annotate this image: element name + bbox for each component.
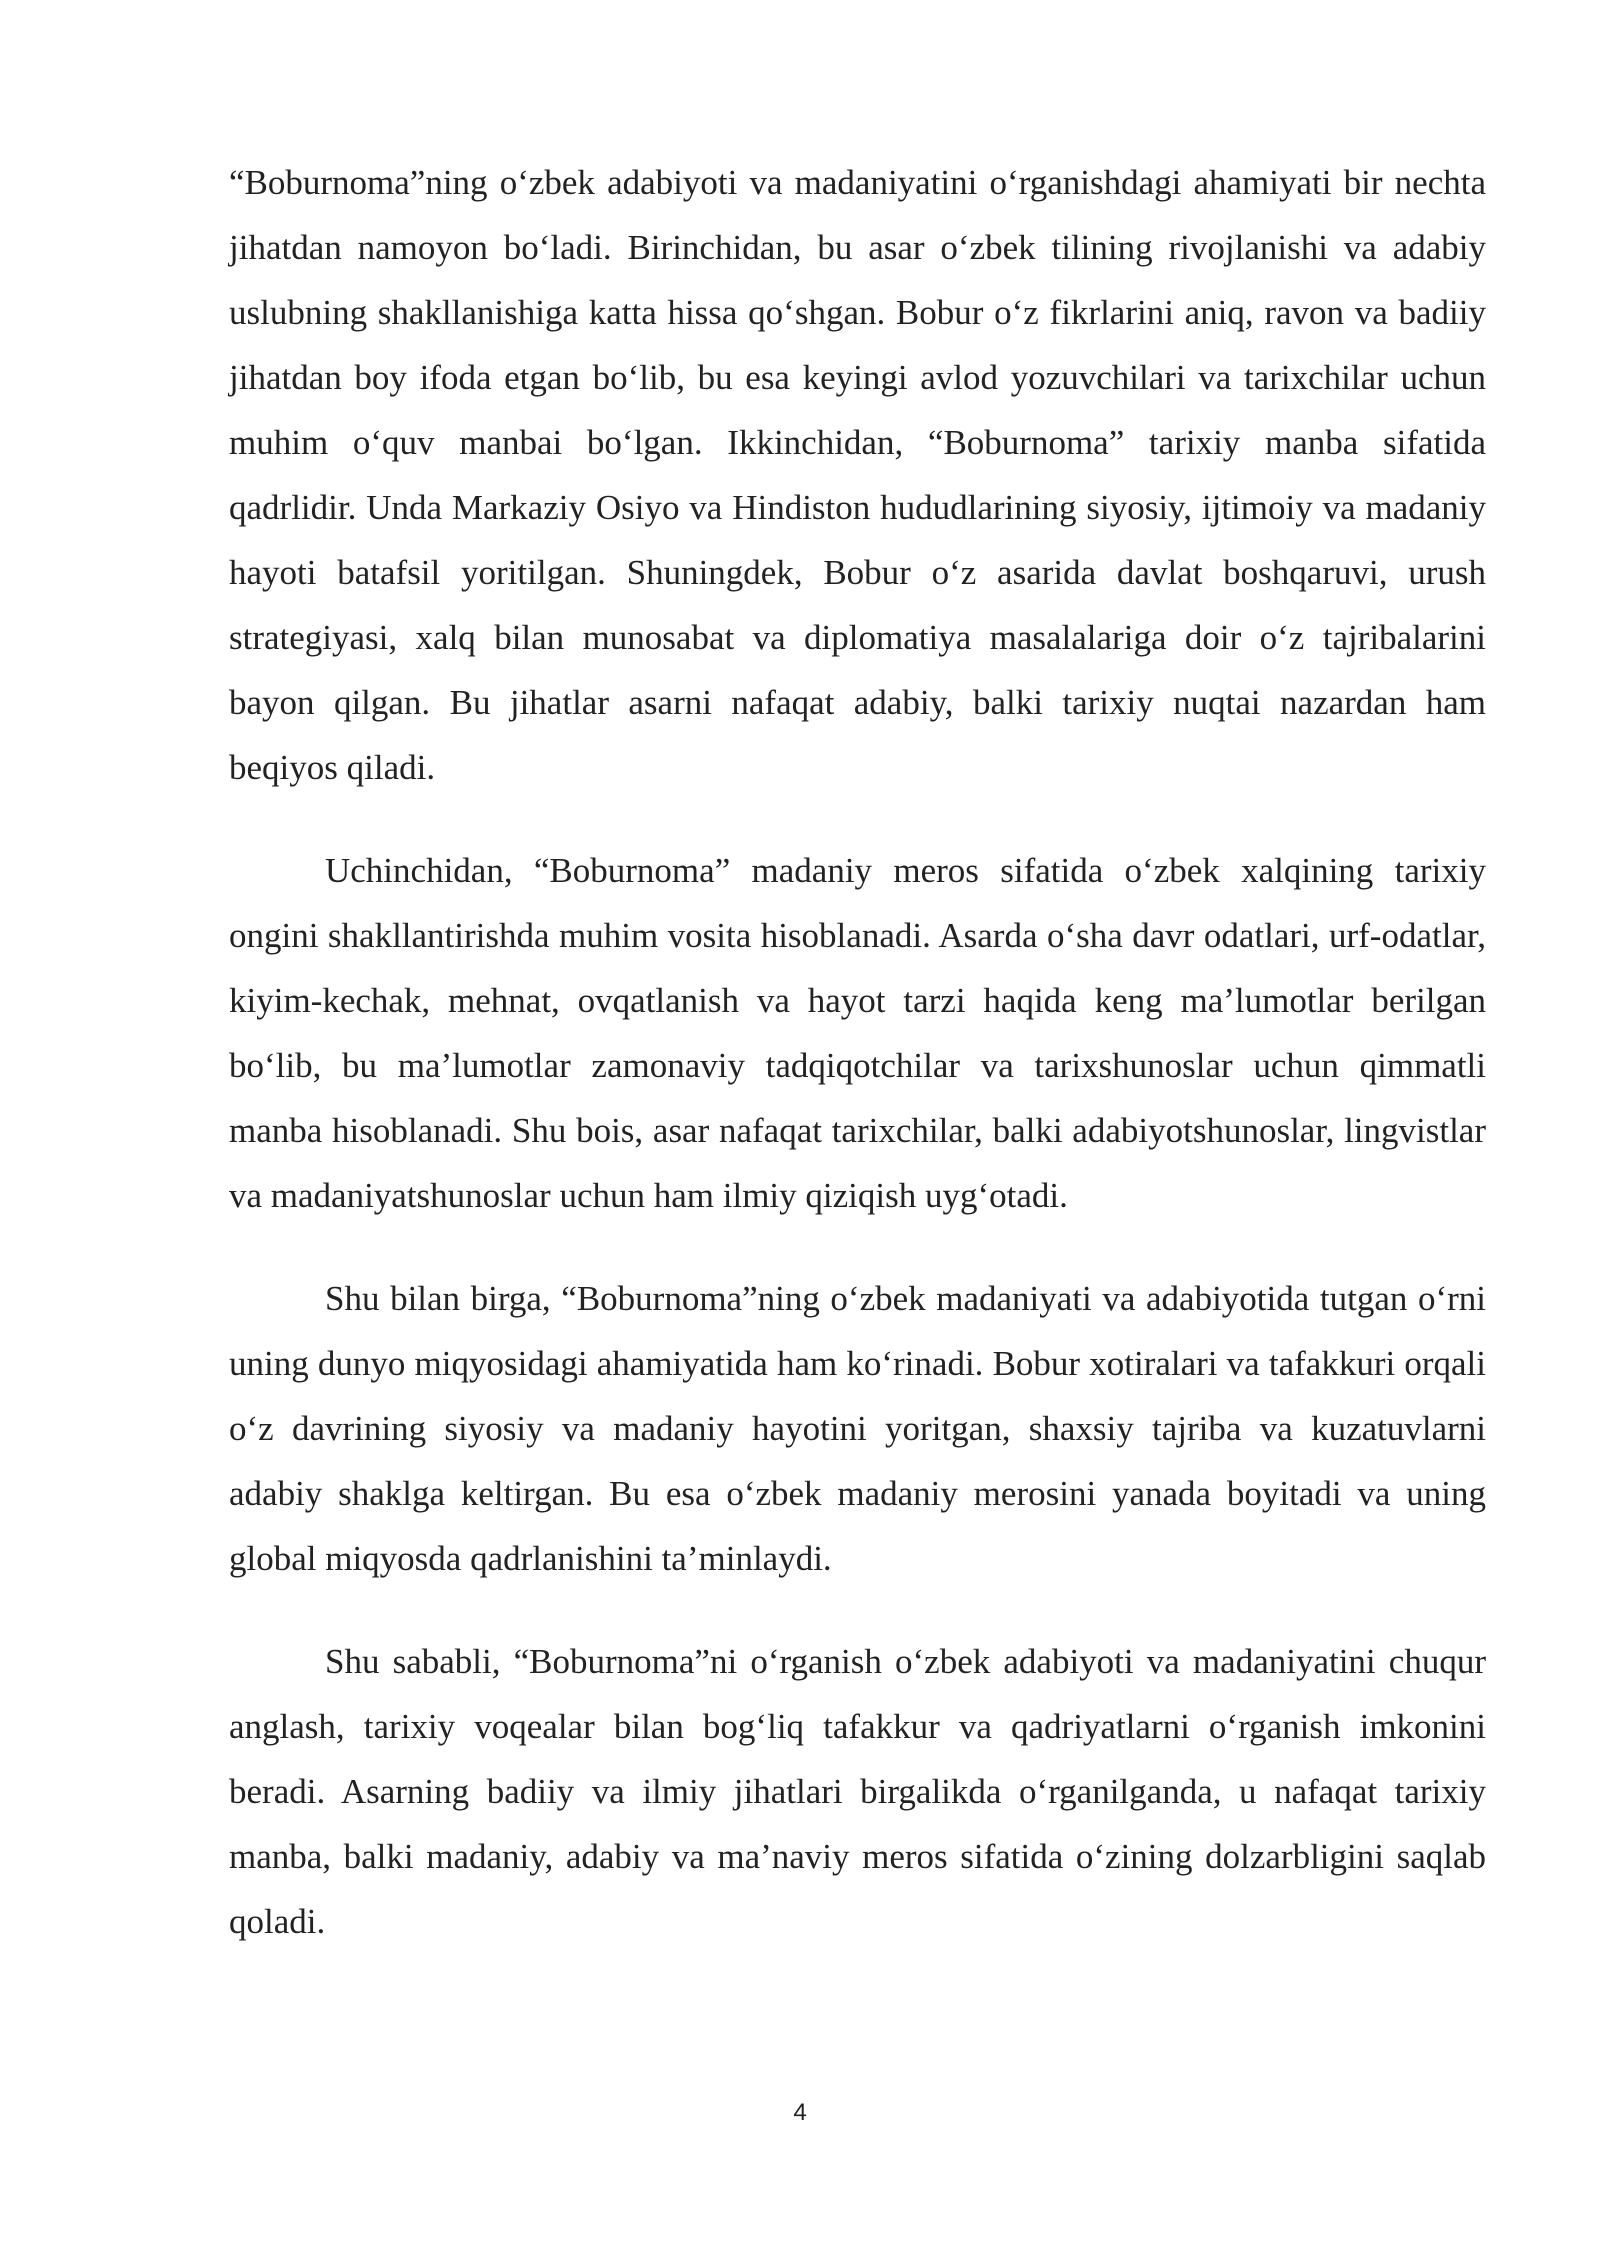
paragraph-significance: “Boburnoma”ning o‘zbek adabiyoti va madaniyatini o‘rganishdagi ahamiyati bir nechta jihatdan namoyon bo‘ladi. Birinchidan, bu asar o‘zbek tilining rivojlanishi va adabiy uslubning shakllanishiga katta hissa qo‘shgan. Bobur o‘z fikrlarini aniq, ravon va badiiy jihatdan boy ifoda etgan bo‘lib, bu esa keyingi avlod yozuvchilari va tarixchilar uchun muhim o‘quv manbai bo‘lgan. Ikkinchidan, “Boburnoma” tarixiy manba sifatida qadrlidir. Unda Markaziy Osiyo va Hindiston hududlarining siyosiy, ijtimoiy va madaniy hayoti batafsil yoritilgan. Shuningdek, Bobur o‘z asarida davlat boshqaruvi, urush strategiyasi, xalq bilan munosabat va diplomatiya masalalariga doir o‘z tajribalarini bayon qilgan. Bu jihatlar asarni nafaqat adabiy, balki tarixiy nuqtai nazardan ham beqiyos qiladi.: [229, 163, 1486, 787]
paragraph-third-point: Uchinchidan, “Boburnoma” madaniy meros sifatida o‘zbek xalqining tarixiy ongini shakllantirishda muhim vosita hisoblanadi. Asarda o‘sha davr odatlari, urf-odatlar, kiyim-kechak, mehnat, ovqatlanish va hayot tarzi haqida keng ma’lumotlar berilgan bo‘lib, bu ma’lumotlar zamonaviy tadqiqotchilar va tarixshunoslar uchun qimmatli manba hisoblanadi. Shu bois, asar nafaqat tarixchilar, balki adabiyotshunoslar, lingvistlar va madaniyatshunoslar uchun ham ilmiy qiziqish uyg‘otadi.: [229, 851, 1486, 1215]
paragraph-conclusion: Shu sababli, “Boburnoma”ni o‘rganish o‘zbek adabiyoti va madaniyatini chuqur anglash, tarixiy voqealar bilan bog‘liq tafakkur va qadriyatlarni o‘rganish imkonini beradi. Asarning badiiy va ilmiy jihatlari birgalikda o‘rganilganda, u nafaqat tarixiy manba, balki madaniy, adabiy va ma’naviy meros sifatida o‘zining dolzarbligini saqlab qoladi.: [229, 1642, 1486, 1941]
paragraph-world-significance: Shu bilan birga, “Boburnoma”ning o‘zbek madaniyati va adabiyotida tutgan o‘rni uning dunyo miqyosidagi ahamiyatida ham ko‘rinadi. Bobur xotiralari va tafakkuri orqali o‘z davrining siyosiy va madaniy hayotini yoritgan, shaxsiy tajriba va kuzatuvlarni adabiy shaklga keltirgan. Bu esa o‘zbek madaniy merosini yanada boyitadi va uning global miqyosda qadrlanishini ta’minlaydi.: [229, 1279, 1486, 1578]
page-number: 4: [793, 2099, 807, 2126]
page-body: [229, 150, 1486, 1992]
